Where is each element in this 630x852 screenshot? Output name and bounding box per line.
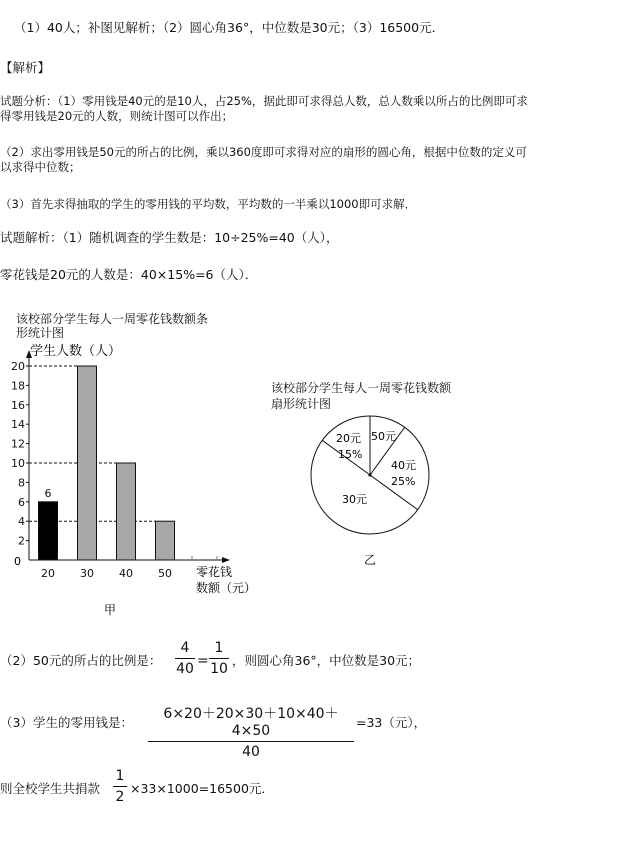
- pie-chart-caption: 乙: [364, 553, 377, 567]
- pie-label-20: 20元: [336, 432, 361, 445]
- y-tick-label: 2: [18, 534, 25, 548]
- bar-origin-label: 0: [14, 555, 21, 568]
- analysis-label: 试题分析：: [0, 94, 58, 108]
- y-tick-label: 16: [11, 398, 25, 412]
- y-tick-label: 20: [11, 360, 25, 373]
- final-suffix: ×33×1000=16500元．: [130, 781, 274, 796]
- y-tick-label: 6: [18, 495, 25, 509]
- y-tick-label: 4: [18, 515, 25, 529]
- part3-fraction: 6×20＋20×30＋10×40＋4×50 40: [148, 703, 354, 760]
- analysis-p2-line1: （2）求出零用钱是50元的所占的比例，乘以360度即可求得对应的扇形的圆心角，根据中位数的定义可: [0, 145, 527, 159]
- analysis-p2-line2: 以求得中位数；: [0, 160, 81, 174]
- y-tick-label: 18: [11, 379, 25, 393]
- final-prefix: 则全校学生共捐款: [0, 781, 101, 796]
- bar: [117, 463, 136, 560]
- part2-suffix: ，则圆心角36°，中位数是30元；: [232, 653, 421, 668]
- part2-fraction-1: 4 40: [176, 640, 194, 677]
- x-tick-label: 50: [158, 567, 172, 580]
- part2-fraction-2: 1 10: [210, 640, 228, 677]
- section-title: 【解析】: [0, 60, 51, 75]
- part2-equals: =: [197, 653, 209, 669]
- pie-center-dot: [368, 473, 371, 476]
- bar-y-axis-label: 学生人数（人）: [30, 344, 122, 359]
- bar-chart-title-line1: 该校部分学生每人一周零花钱数额条: [16, 312, 209, 326]
- bar: [78, 366, 97, 560]
- analysis-p3: （3）首先求得抽取的学生的零用钱的平均数，平均数的一半乘以1000即可求解．: [0, 197, 417, 211]
- x-axis-arrow: [222, 557, 230, 563]
- bar-chart-caption: 甲: [104, 603, 117, 617]
- part3-result: =33（元），: [356, 715, 427, 730]
- answer-line: （1）40人；补图见解析；（2）圆心角36°，中位数是30元；（3）16500元．: [14, 20, 445, 35]
- pie-pct-40: 25%: [391, 475, 416, 488]
- x-tick-label: 40: [119, 567, 133, 580]
- pie-chart-title-line2: 扇形统计图: [271, 397, 332, 411]
- pie-pct-20: 15%: [338, 448, 363, 461]
- pie-label-50: 50元: [371, 430, 396, 443]
- final-fraction: 1 2: [113, 768, 127, 805]
- pie-chart: [300, 412, 450, 572]
- y-tick-label: 10: [11, 457, 25, 470]
- bar-data-label: 6: [44, 486, 52, 500]
- bar-chart-title-line2: 形统计图: [16, 326, 65, 340]
- bar-chart: [0, 338, 257, 623]
- y-tick-label: 14: [11, 418, 25, 432]
- bar-x-axis-label-line1: 零花钱: [196, 565, 233, 579]
- x-tick-label: 30: [80, 567, 94, 580]
- bar: [156, 521, 175, 560]
- pie-label-40: 40元: [391, 459, 416, 472]
- bar: [39, 502, 58, 560]
- y-tick-label: 8: [18, 476, 25, 490]
- analysis-p1-line2: 得零用钱是20元的人数，则统计图可以作出；: [0, 109, 234, 123]
- part3-prefix: （3）学生的零用钱是：: [0, 715, 133, 730]
- solution-line2: 零花钱是20元的人数是：40×15%=6（人）．: [0, 267, 258, 282]
- solution-line1: 试题解析：（1）随机调查的学生数是：10÷25%=40（人），: [0, 230, 339, 245]
- x-tick-label: 20: [41, 567, 55, 580]
- analysis-p1-line1: 试题分析：（1）零用钱是40元的是10人，占25%，据此即可求得总人数，总人数乘以所占的比例即可求: [0, 94, 528, 108]
- pie-label-30: 30元: [342, 493, 367, 506]
- part2-prefix: （2）50元的所占的比例是：: [0, 653, 162, 668]
- pie-chart-title-line1: 该校部分学生每人一周零花钱数额: [271, 381, 452, 395]
- y-tick-label: 12: [11, 437, 25, 451]
- bar-x-axis-label-line2: 数额（元）: [196, 581, 257, 595]
